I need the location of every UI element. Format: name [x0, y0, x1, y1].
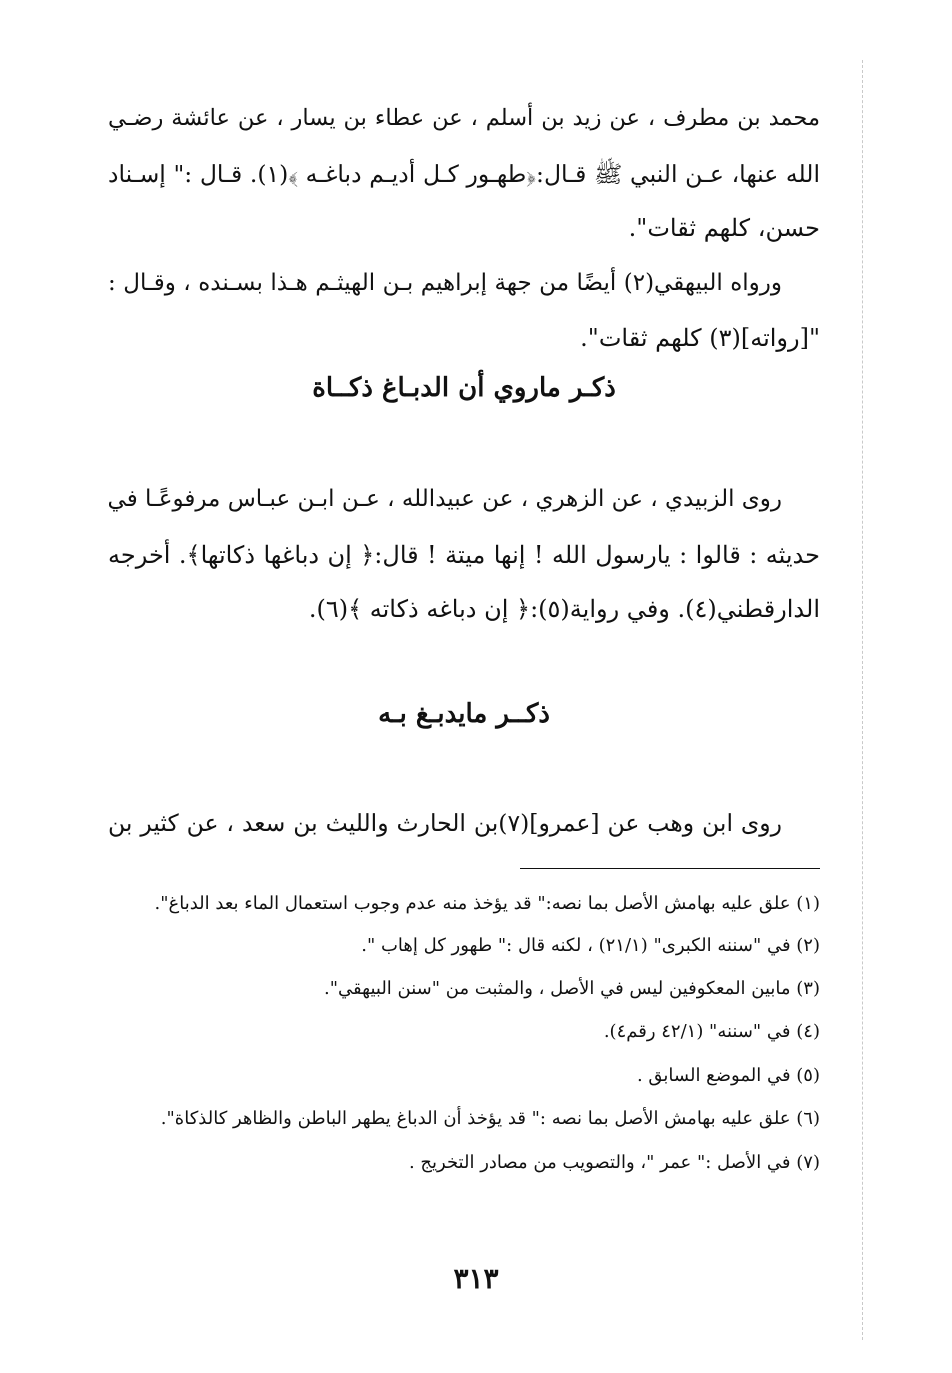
- paragraph1-line1: محمد بن مطرف ، عن زيد بن أسلم ، عن عطاء بن يسار ، عن عائشة رضـي: [108, 105, 820, 131]
- footnote-6: (٦) علق عليه بهامش الأصل بما نصه :" قد يؤخذ أن الدباغ يطهر الباطن والظاهر كالذكاة".: [160, 1108, 820, 1129]
- footnote-1: (١) علق عليه بهامش الأصل بما نصه:" قد يؤخذ منه عدم وجوب استعمال الماء بعد الدباغ".: [154, 893, 820, 914]
- footnote-separator: [520, 868, 820, 869]
- paragraph3-line1: روى الزبيدي ، عن الزهري ، عن عبيدالله ، عـن ابـن عبـاس مرفوعًـا في: [107, 486, 782, 512]
- footnote-4: (٤) في "سننه" (٤٢/١ رقم٤).: [603, 1021, 820, 1042]
- footnote-7: (٧) في الأصل :" عمر "، والتصويب من مصادر التخريج .: [408, 1152, 820, 1173]
- paragraph3-line3: الدارقطني(٤). وفي رواية(٥):﴿ إن دباغه ذكاته ﴾(٦).: [308, 595, 820, 623]
- paragraph1-line3: حسن، كلهم ثقات".: [628, 214, 820, 242]
- section-heading-what-is-used-for-tanning: ذكــر مايدبـغ بـه: [378, 699, 550, 729]
- footnote-2: (٢) في "سننه الكبرى" (٢١/١) ، لكنه قال :" طهور كل إهاب ".: [361, 935, 820, 956]
- paragraph1-line2: الله عنها، عـن النبي ﷺ قـال:﴿طهـور كـل أديـم دباغـه ﴾(١). قـال :" إسـناد: [108, 160, 820, 188]
- page-number: ٣١٣: [453, 1262, 499, 1295]
- footnote-5: (٥) في الموضع السابق .: [636, 1065, 820, 1086]
- page-margin-guide: [862, 60, 863, 1340]
- paragraph3-line2: حديثه : قالوا : يارسول الله ! إنها ميتة ! قال:﴿ إن دباغها ذكاتها﴾. أخرجه: [108, 541, 820, 569]
- footnote-3: (٣) مابين المعكوفين ليس في الأصل ، والمثبت من "سنن البيهقي".: [324, 978, 820, 999]
- section-heading-tanning-is-purification: ذكـر ماروي أن الدبـاغ ذكــاة: [312, 373, 616, 403]
- paragraph2-line2: "[رواته](٣) كلهم ثقات".: [580, 324, 820, 352]
- paragraph4-line1: روى ابن وهب عن [عمرو](٧)بن الحارث والليث بن سعد ، عن كثير بن: [108, 809, 782, 837]
- paragraph2-line1: ورواه البيهقي(٢) أيضًا من جهة إبراهيم بـن الهيثـم هـذا بسـنده ، وقـال :: [108, 270, 782, 296]
